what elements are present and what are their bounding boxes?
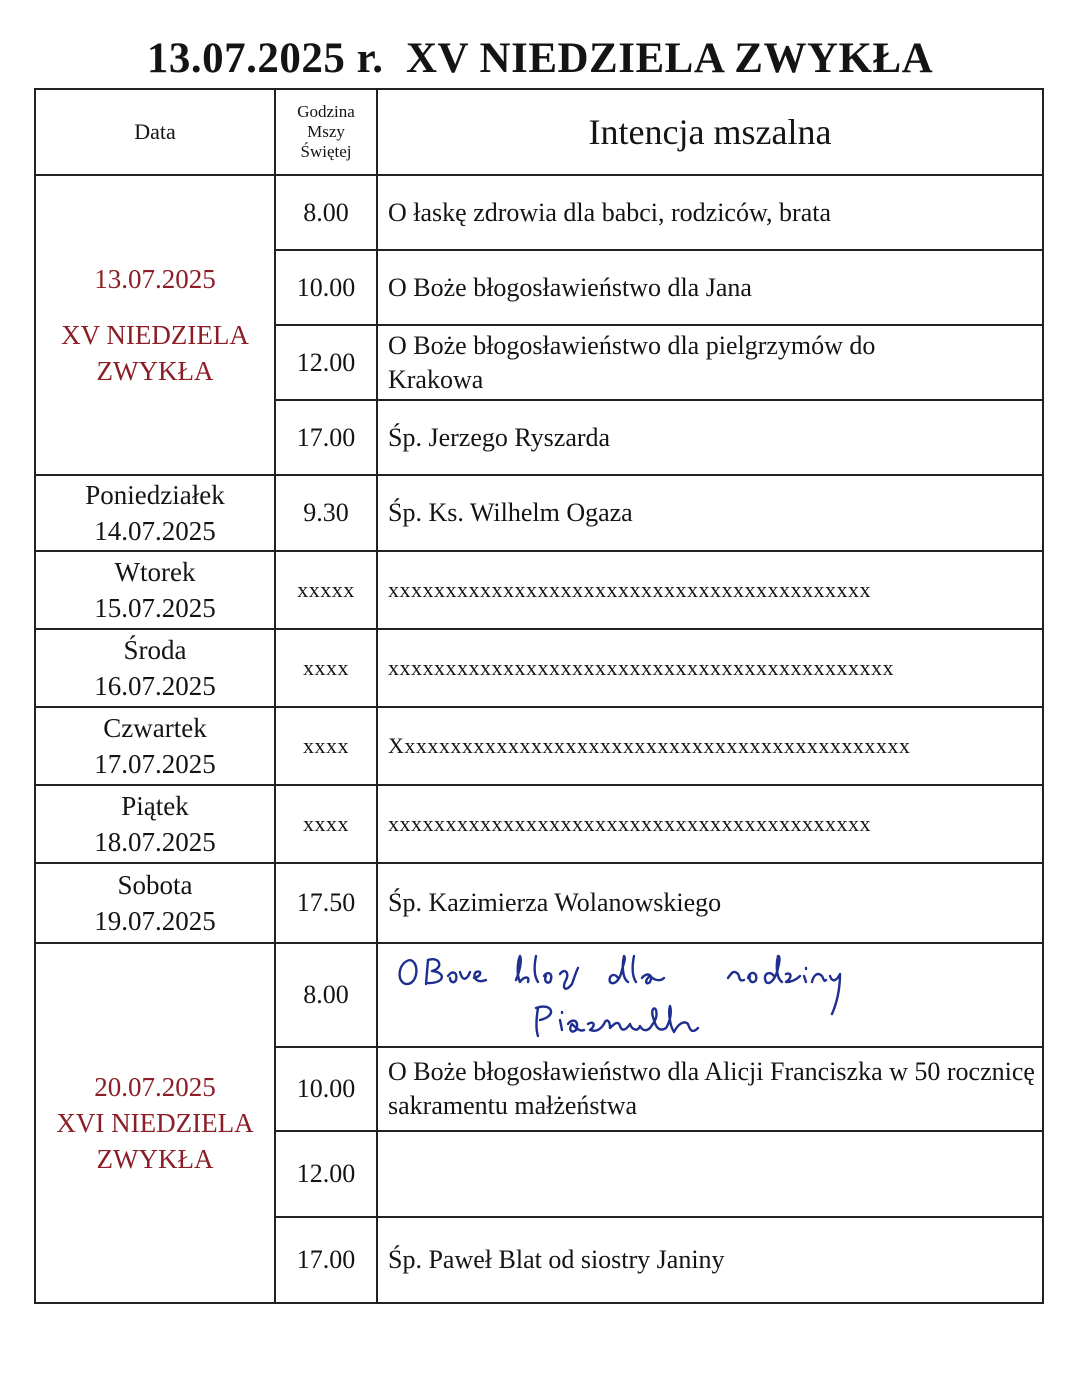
mass-time: 8.00 <box>275 175 377 250</box>
table-row <box>35 629 1043 707</box>
mass-time: xxxx <box>275 629 377 707</box>
mass-time: xxxx <box>275 707 377 785</box>
date-sunday2: 20.07.2025 <box>94 1072 216 1102</box>
date-cell-thursday <box>35 707 275 785</box>
mass-time: 12.00 <box>275 325 377 400</box>
date-cell-sunday2 <box>35 943 275 1303</box>
day-name: Piątek <box>121 791 189 821</box>
sunday1-name-line1: XV NIEDZIELA <box>61 320 249 350</box>
sunday1-name-line2: ZWYKŁA <box>96 356 214 386</box>
header-godzina-line2: Mszy <box>307 122 345 141</box>
mass-intention: Śp. Jerzego Ryszarda <box>377 400 1043 475</box>
mass-intention: Xxxxxxxxxxxxxxxxxxxxxxxxxxxxxxxxxxxxxxxxxxxxx <box>377 707 1043 785</box>
header-data: Data <box>35 89 275 175</box>
table-row <box>35 785 1043 863</box>
day-date: 15.07.2025 <box>94 593 216 623</box>
mass-time: xxxxx <box>275 551 377 629</box>
date-cell-saturday <box>35 863 275 943</box>
mass-intentions-table <box>34 88 1044 1304</box>
mass-time: 9.30 <box>275 475 377 551</box>
mass-intention: O Boże błogosławieństwo dla Alicji Franciszka w 50 rocznicę sakramentu małżeństwa <box>377 1047 1043 1131</box>
table-row <box>35 943 1043 1047</box>
mass-time: 8.00 <box>275 943 377 1047</box>
mass-time: 17.00 <box>275 400 377 475</box>
mass-intention: Śp. Paweł Blat od siostry Janiny <box>377 1217 1043 1303</box>
day-name: Sobota <box>117 870 193 900</box>
table-row <box>35 707 1043 785</box>
date-cell-wednesday <box>35 629 275 707</box>
date-cell-monday <box>35 475 275 551</box>
handwritten-intention <box>377 943 1043 1047</box>
mass-intention: O Boże błogosławieństwo dla Jana <box>377 250 1043 325</box>
mass-time: xxxx <box>275 785 377 863</box>
mass-intention: xxxxxxxxxxxxxxxxxxxxxxxxxxxxxxxxxxxxxxxxxx <box>377 551 1043 629</box>
day-date: 19.07.2025 <box>94 906 216 936</box>
day-date: 17.07.2025 <box>94 749 216 779</box>
header-godzina <box>275 89 377 175</box>
mass-time: 10.00 <box>275 250 377 325</box>
mass-time: 17.50 <box>275 863 377 943</box>
mass-intention <box>377 1131 1043 1217</box>
day-name: Środa <box>123 635 187 665</box>
page-title: 13.07.2025 r. XV NIEDZIELA ZWYKŁA <box>146 35 934 82</box>
handwritten-note-drawing <box>388 950 948 1042</box>
sunday2-name-line2: ZWYKŁA <box>96 1144 214 1174</box>
date-sunday1: 13.07.2025 <box>94 264 216 294</box>
table-row <box>35 863 1043 943</box>
date-cell-sunday <box>35 175 275 475</box>
table-header-row <box>35 89 1043 175</box>
day-name: Czwartek <box>103 713 207 743</box>
date-cell-friday <box>35 785 275 863</box>
day-date: 14.07.2025 <box>94 516 216 546</box>
day-date: 16.07.2025 <box>94 671 216 701</box>
mass-time: 12.00 <box>275 1131 377 1217</box>
mass-time: 17.00 <box>275 1217 377 1303</box>
mass-intention: O Boże błogosławieństwo dla pielgrzymów do Krakowa <box>377 325 1043 400</box>
mass-intention: xxxxxxxxxxxxxxxxxxxxxxxxxxxxxxxxxxxxxxxxxx <box>377 785 1043 863</box>
table-row <box>35 551 1043 629</box>
table-row <box>35 175 1043 250</box>
header-intencja: Intencja mszalna <box>377 89 1043 175</box>
mass-intention: Śp. Kazimierza Wolanowskiego <box>377 863 1043 943</box>
mass-intention: O łaskę zdrowia dla babci, rodziców, brata <box>377 175 1043 250</box>
sunday2-name-line1: XVI NIEDZIELA <box>56 1108 254 1138</box>
header-godzina-line3: Świętej <box>300 142 352 161</box>
mass-time: 10.00 <box>275 1047 377 1131</box>
day-name: Wtorek <box>114 557 196 587</box>
day-date: 18.07.2025 <box>94 827 216 857</box>
day-name: Poniedziałek <box>85 480 225 510</box>
table-row <box>35 475 1043 551</box>
date-cell-tuesday <box>35 551 275 629</box>
mass-intention: xxxxxxxxxxxxxxxxxxxxxxxxxxxxxxxxxxxxxxxxxxxx <box>377 629 1043 707</box>
header-godzina-line1: Godzina <box>297 102 355 121</box>
mass-intention: Śp. Ks. Wilhelm Ogaza <box>377 475 1043 551</box>
